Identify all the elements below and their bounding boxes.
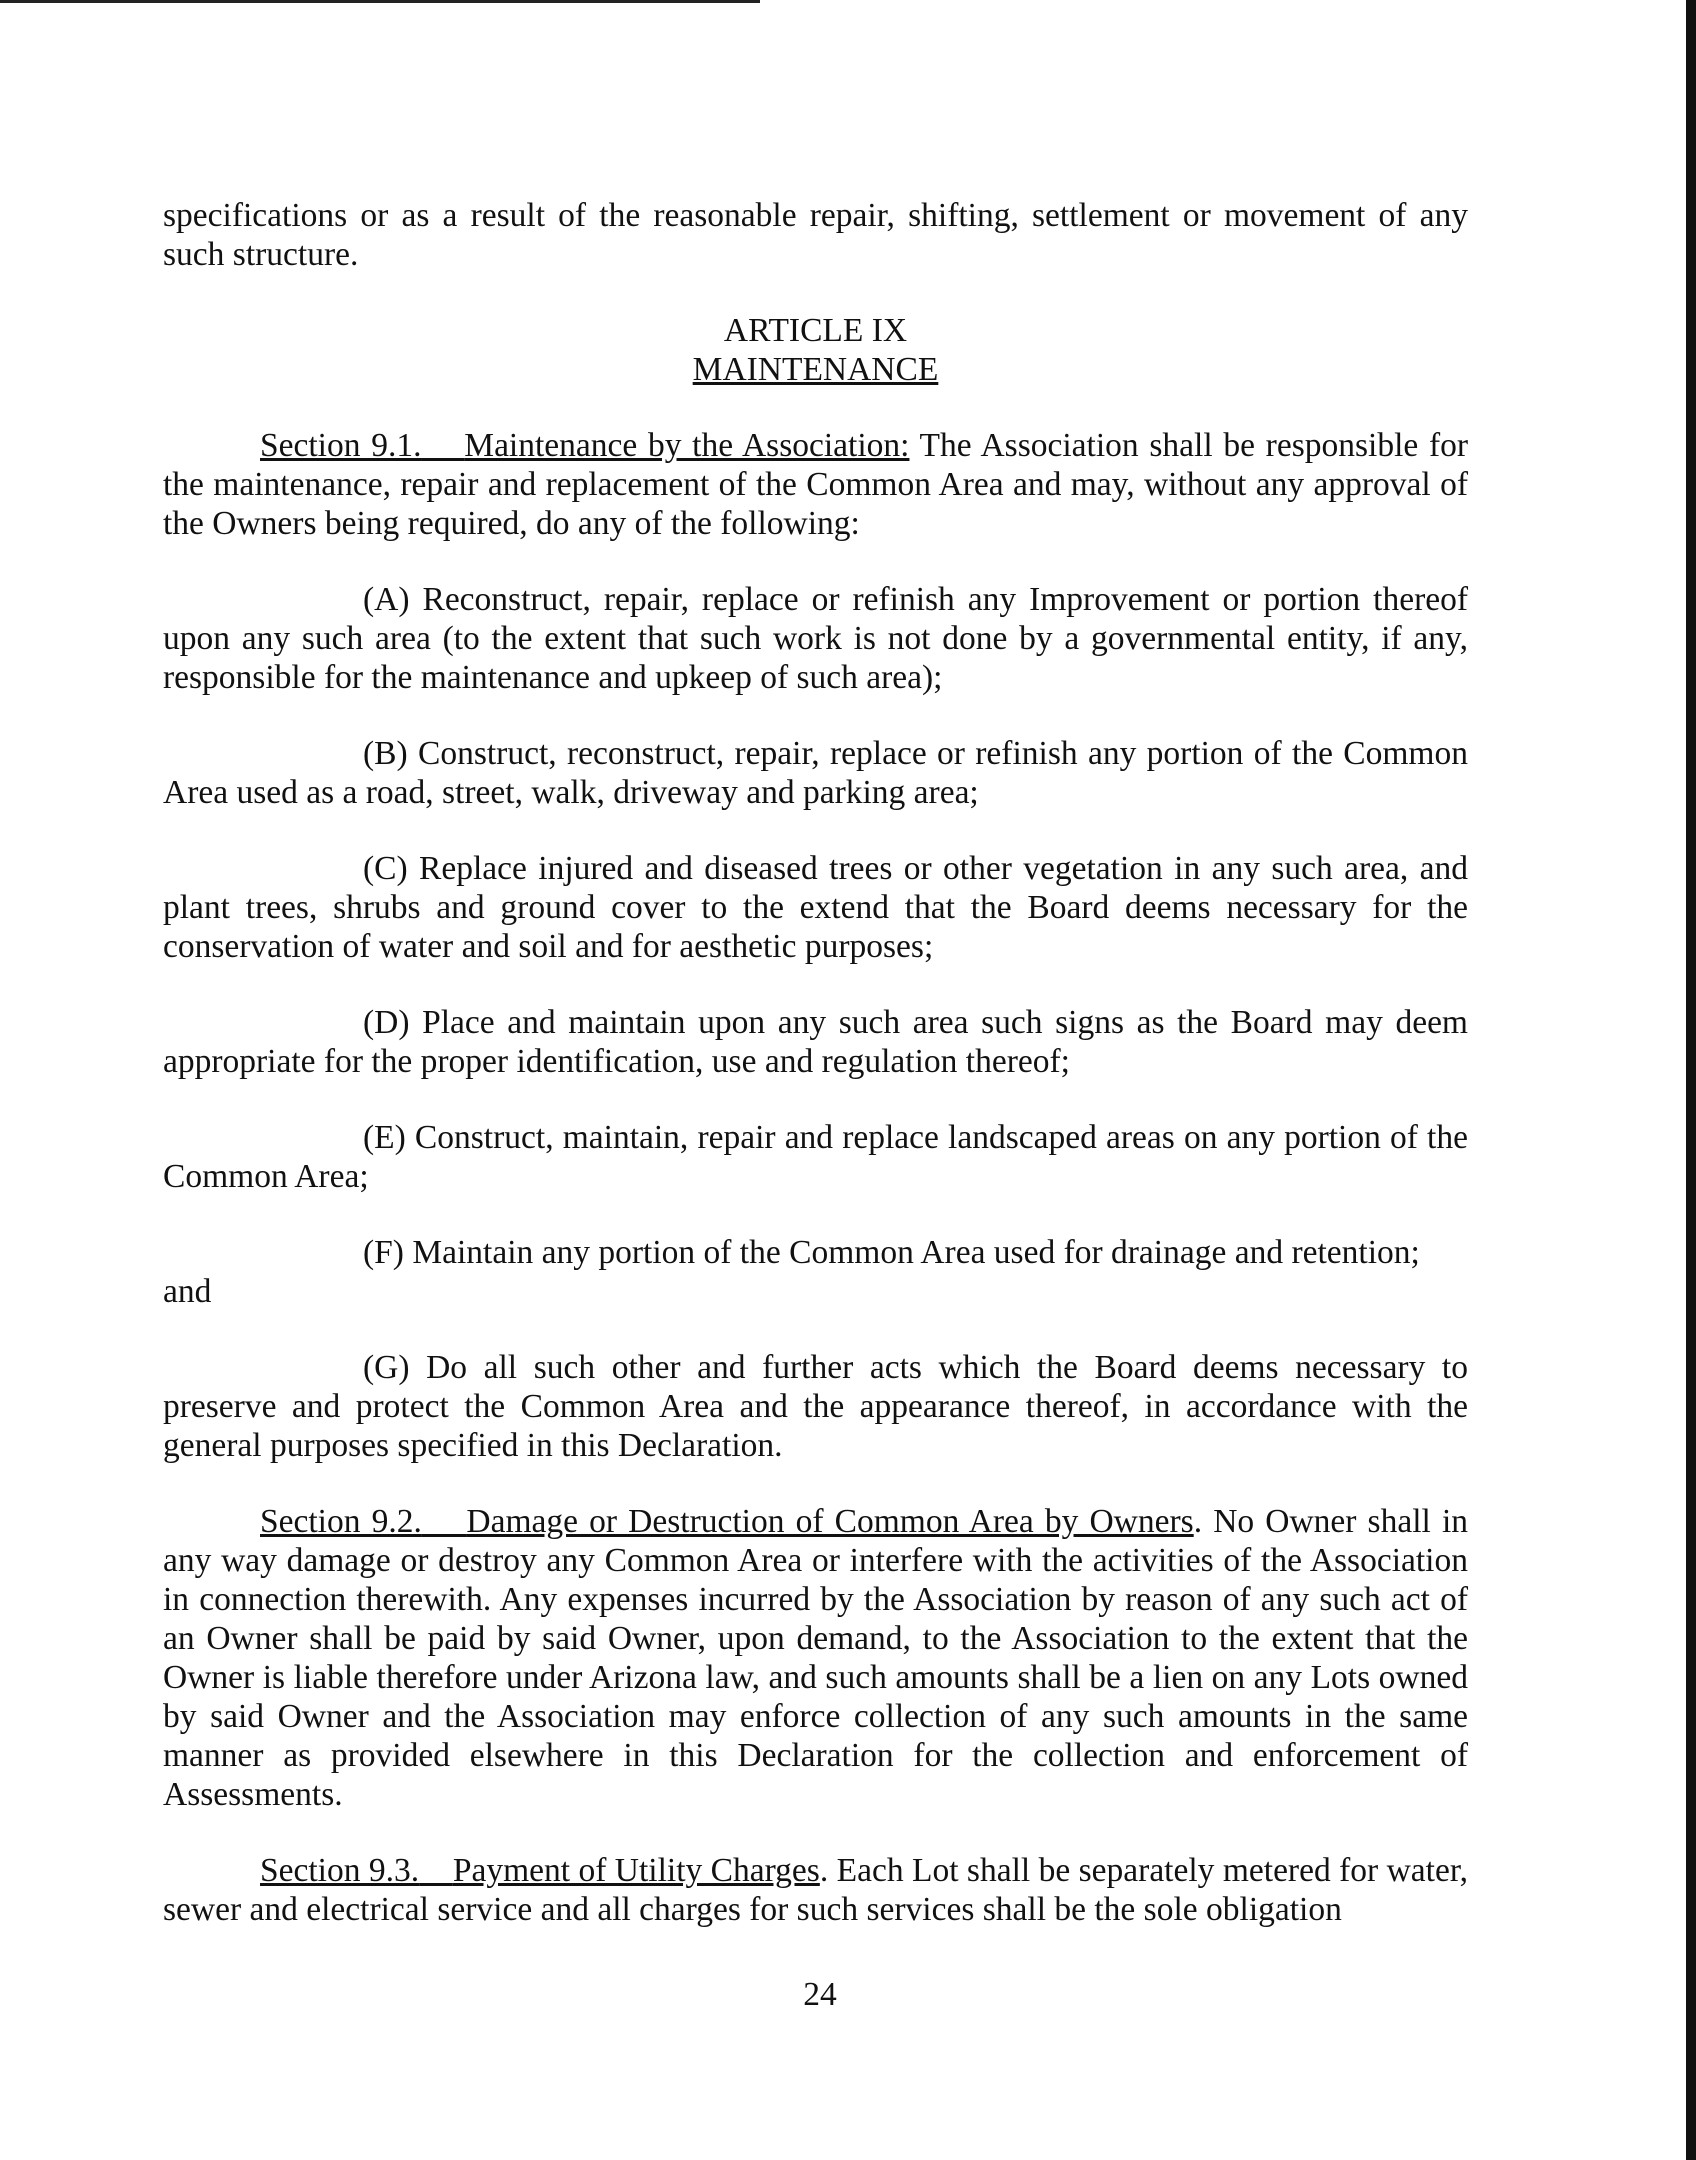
section-9-2-body: . No Owner shall in any way damage or destroy any Common Area or interfere with the activities of the Association in connection therewith. Any expenses incurred by the Association by reason of any such act of an Owner shall be paid by said Owner, upon demand, to the Association to the extent that the Owner is liable therefore under Arizona law, and such amounts shall be a lien on any Lots owned by said Owner and the Association may enforce collection of any such amounts in the same manner as provided elsewhere in this Declaration for the collection and enforcement of Assessments. xyxy=(163,1503,1469,1813)
article-title: MAINTENANCE xyxy=(692,351,939,388)
item-f-and: and xyxy=(163,1273,212,1310)
item-f: (F) Maintain any portion of the Common Area used for drainage and retention; xyxy=(363,1234,1420,1271)
section-9-1-paragraph xyxy=(163,426,1468,543)
item-c: (C) Replace injured and diseased trees or other vegetation in any such area, and plant trees, shrubs and ground cover to the extend that the Board deems necessary for the conservation of water and soil and for aesthetic purposes; xyxy=(163,850,1468,965)
section-9-1-heading: Maintenance by the Association: xyxy=(464,427,910,464)
page-content xyxy=(163,196,1468,1929)
scan-right-edge xyxy=(1686,0,1696,2160)
item-g: (G) Do all such other and further acts which the Board deems necessary to preserve and protect the Common Area and the appearance thereof, in accordance with the general purposes specified in this Declaration. xyxy=(163,1349,1468,1464)
section-9-1-body: The Association shall be responsible for the maintenance, repair and replacement of the Common Area and may, without any approval of the Owners being required, do any of the following: xyxy=(163,427,1469,542)
section-9-1-label: Section 9.1. xyxy=(260,427,422,464)
article-number: ARTICLE IX xyxy=(723,312,908,349)
section-9-3-body: . Each Lot shall be separately metered for water, sewer and electrical service and all charges for such services shall be the sole obligation xyxy=(163,1852,1469,1928)
section-9-3-paragraph xyxy=(163,1851,1468,1929)
item-d: (D) Place and maintain upon any such area such signs as the Board may deem appropriate for the proper identification, use and regulation thereof; xyxy=(163,1004,1468,1080)
section-9-2-paragraph xyxy=(163,1502,1468,1814)
scan-top-rule xyxy=(0,0,760,3)
section-9-3-label: Section 9.3. xyxy=(260,1852,420,1889)
section-9-3-heading: Payment of Utility Charges xyxy=(452,1852,820,1889)
item-e: (E) Construct, maintain, repair and replace landscaped areas on any portion of the Common Area; xyxy=(163,1119,1468,1195)
item-a: (A) Reconstruct, repair, replace or refinish any Improvement or portion thereof upon any such area (to the extent that such work is not done by a governmental entity, if any, responsible for the maintenance and upkeep of such area); xyxy=(163,581,1468,696)
section-9-2-label: Section 9.2. xyxy=(260,1503,422,1540)
item-b: (B) Construct, reconstruct, repair, replace or refinish any portion of the Common Area used as a road, street, walk, driveway and parking area; xyxy=(163,735,1468,811)
section-9-2-heading: Damage or Destruction of Common Area by Owners xyxy=(466,1503,1194,1540)
article-heading xyxy=(163,311,1468,389)
page-number: 24 xyxy=(803,1976,837,2013)
continuation-paragraph: specifications or as a result of the reasonable repair, shifting, settlement or movement of any such structure. xyxy=(163,197,1468,273)
